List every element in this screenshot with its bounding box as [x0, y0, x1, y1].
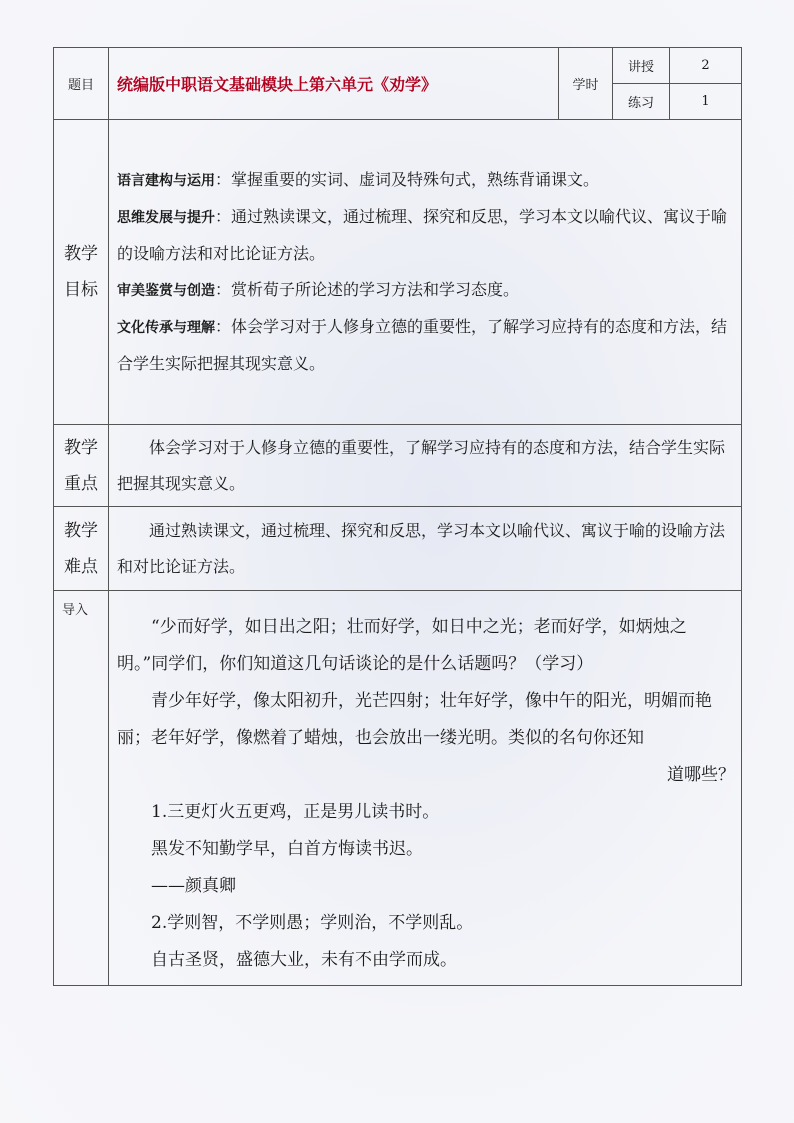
intro-label: 导入 [54, 591, 109, 986]
objectives-content [109, 120, 742, 425]
lesson-title: 统编版中职语文基础模块上第六单元《劝学》 [109, 48, 559, 120]
hours-label: 学时 [559, 48, 613, 120]
key-points-label: 教学 重点 [54, 425, 109, 507]
key-points-content: 体会学习对于人修身立德的重要性，了解学习应持有的态度和方法，结合学生实际把握其现实意义。 [109, 425, 742, 507]
practice-value: 1 [670, 84, 742, 120]
objective-item: 文化传承与理解：体会学习对于人修身立德的重要性，了解学习应持有的态度和方法，结合学生实际把握其现实意义。 [117, 317, 728, 373]
intro-row [54, 591, 742, 986]
practice-label: 练习 [613, 84, 670, 120]
difficulties-row [54, 507, 742, 591]
quote-line: 黑发不知勤学早，白首方悔读书迟。 [151, 839, 423, 859]
quote-author: ——颜真卿 [151, 876, 236, 896]
lecture-label: 讲授 [613, 48, 670, 84]
intro-paragraph: “少而好学，如日出之阳；壮而好学，如日中之光；老而好学，如炳烛之明。”同学们，你们知道这几句话谈论的是什么话题吗？（学习） [117, 617, 687, 674]
objective-item: 思维发展与提升：通过熟读课文，通过梳理、探究和反思，学习本文以喻代议、寓议于喻的设喻方法和对比论证方法。 [117, 207, 728, 263]
quote-line: 2.学则智，不学则愚；学则治，不学则乱。 [151, 913, 474, 933]
topic-label: 题目 [54, 48, 109, 120]
key-points-row [54, 425, 742, 507]
intro-paragraph: 青少年好学，像太阳初升，光芒四射；壮年好学，像中午的阳光，明媚而艳丽；老年好学，像燃着了蜡烛，也会放出一缕光明。类似的名句你还知 [117, 691, 712, 748]
intro-content [109, 591, 742, 986]
intro-paragraph-end: 道哪些？ [667, 765, 735, 785]
objectives-row [54, 120, 742, 425]
objective-item: 审美鉴赏与创造：赏析荀子所论述的学习方法和学习态度。 [117, 280, 520, 299]
difficulties-label: 教学 难点 [54, 507, 109, 591]
quote-line: 自古圣贤，盛德大业，未有不由学而成。 [151, 950, 457, 970]
lecture-value: 2 [670, 48, 742, 84]
objectives-label: 教学 目标 [54, 120, 109, 425]
objective-item: 语言建构与运用：掌握重要的实词、虚词及特殊句式，熟练背诵课文。 [117, 170, 600, 189]
lesson-plan-table [53, 47, 742, 986]
quote-line: 1.三更灯火五更鸡，正是男儿读书时。 [151, 802, 440, 822]
difficulties-content: 通过熟读课文，通过梳理、探究和反思，学习本文以喻代议、寓议于喻的设喻方法和对比论证方法。 [109, 507, 742, 591]
header-row-1 [54, 48, 742, 84]
